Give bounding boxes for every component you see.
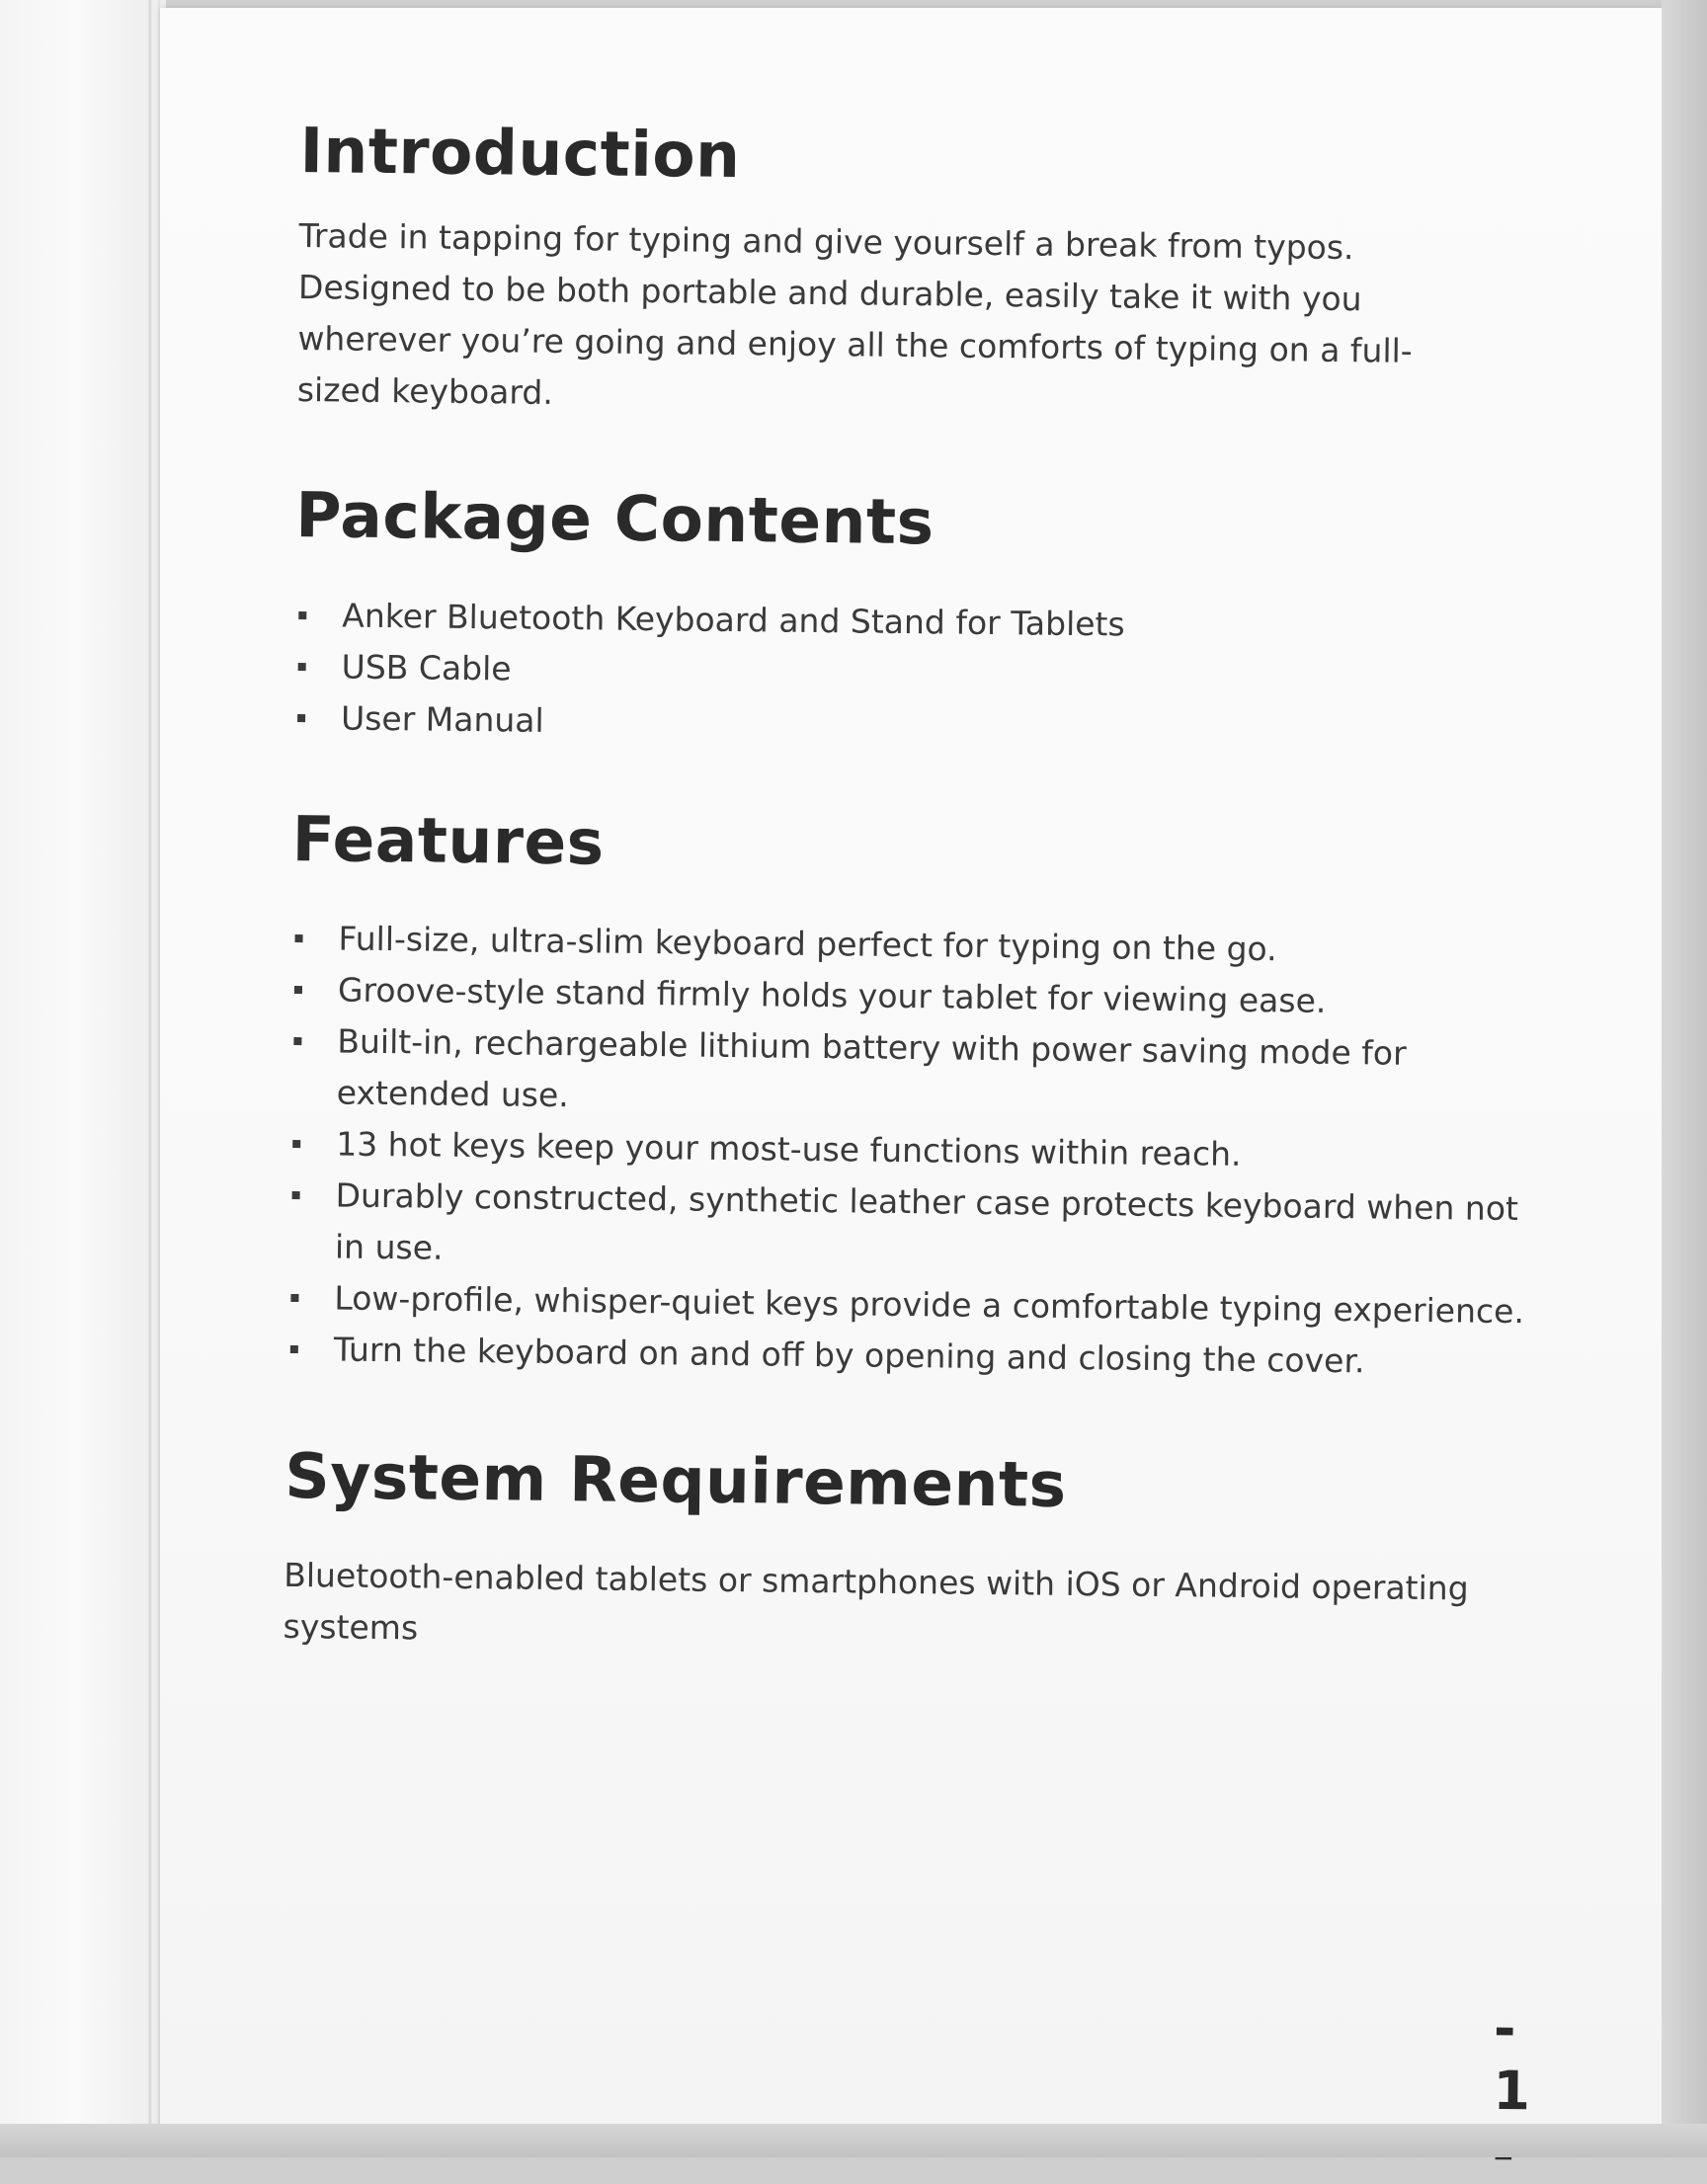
- features-section: [286, 802, 1537, 1390]
- previous-page-edge: [0, 0, 166, 2157]
- system-requirements-section: [283, 1439, 1529, 1667]
- introduction-section: [297, 117, 1545, 431]
- bullet-icon: [290, 1294, 298, 1302]
- bullet-icon: [295, 934, 303, 942]
- package-contents-list: [293, 590, 1540, 758]
- list-item: USB Cable: [293, 641, 1539, 706]
- introduction-text: Trade in tapping for typing and give yourself a break from typos. Designed to be both portable and durable, easily take it with you wherever you’re going and enjoy all the comforts of typing on a full-sized keyboard.: [296, 216, 1413, 413]
- bullet-icon: [294, 986, 302, 994]
- system-requirements-text: Bluetooth-enabled tablets or smartphones with iOS or Android operating systems: [283, 1556, 1469, 1648]
- bullet-icon: [298, 611, 306, 619]
- list-item: Full-size, ultra-slim keyboard perfect for typing on the go.: [290, 913, 1536, 978]
- page-edge-shadow-bottom: [0, 2124, 1707, 2157]
- package-contents-section: [293, 481, 1541, 758]
- page-number: - 1: [1493, 1996, 1535, 2123]
- bullet-icon: [292, 1140, 300, 1148]
- manual-page: [160, 8, 1662, 2132]
- bullet-icon: [298, 663, 306, 671]
- features-heading: Features: [291, 802, 606, 879]
- system-requirements-heading: System Requirements: [284, 1439, 1068, 1521]
- bullet-icon: [297, 714, 305, 722]
- list-item: Durably constructed, synthetic leather case protects keyboard when not in use.: [287, 1170, 1533, 1286]
- booklet-crease: [148, 0, 152, 2157]
- list-item: Anker Bluetooth Keyboard and Stand for Tablets: [294, 590, 1540, 655]
- list-item: Low-profile, whisper-quiet keys provide a comfortable typing experience.: [286, 1272, 1532, 1337]
- list-item: User Manual: [293, 692, 1539, 758]
- package-contents-heading: Package Contents: [295, 479, 935, 559]
- page-content: [283, 115, 1545, 2123]
- page-edge-shadow-right: [1662, 0, 1707, 2157]
- list-item: Groove-style stand firmly holds your tablet for viewing ease.: [290, 964, 1536, 1029]
- bullet-icon: [293, 1037, 301, 1045]
- bullet-icon: [292, 1191, 300, 1199]
- list-item: 13 hot keys keep your most-use functions within reach.: [288, 1118, 1534, 1183]
- introduction-heading: Introduction: [299, 115, 741, 193]
- list-item: Built-in, rechargeable lithium battery with power saving mode for extended use.: [288, 1015, 1534, 1132]
- bullet-icon: [290, 1345, 298, 1353]
- list-item: Turn the keyboard on and off by opening and closing the cover.: [286, 1324, 1532, 1389]
- features-list: [286, 913, 1536, 1389]
